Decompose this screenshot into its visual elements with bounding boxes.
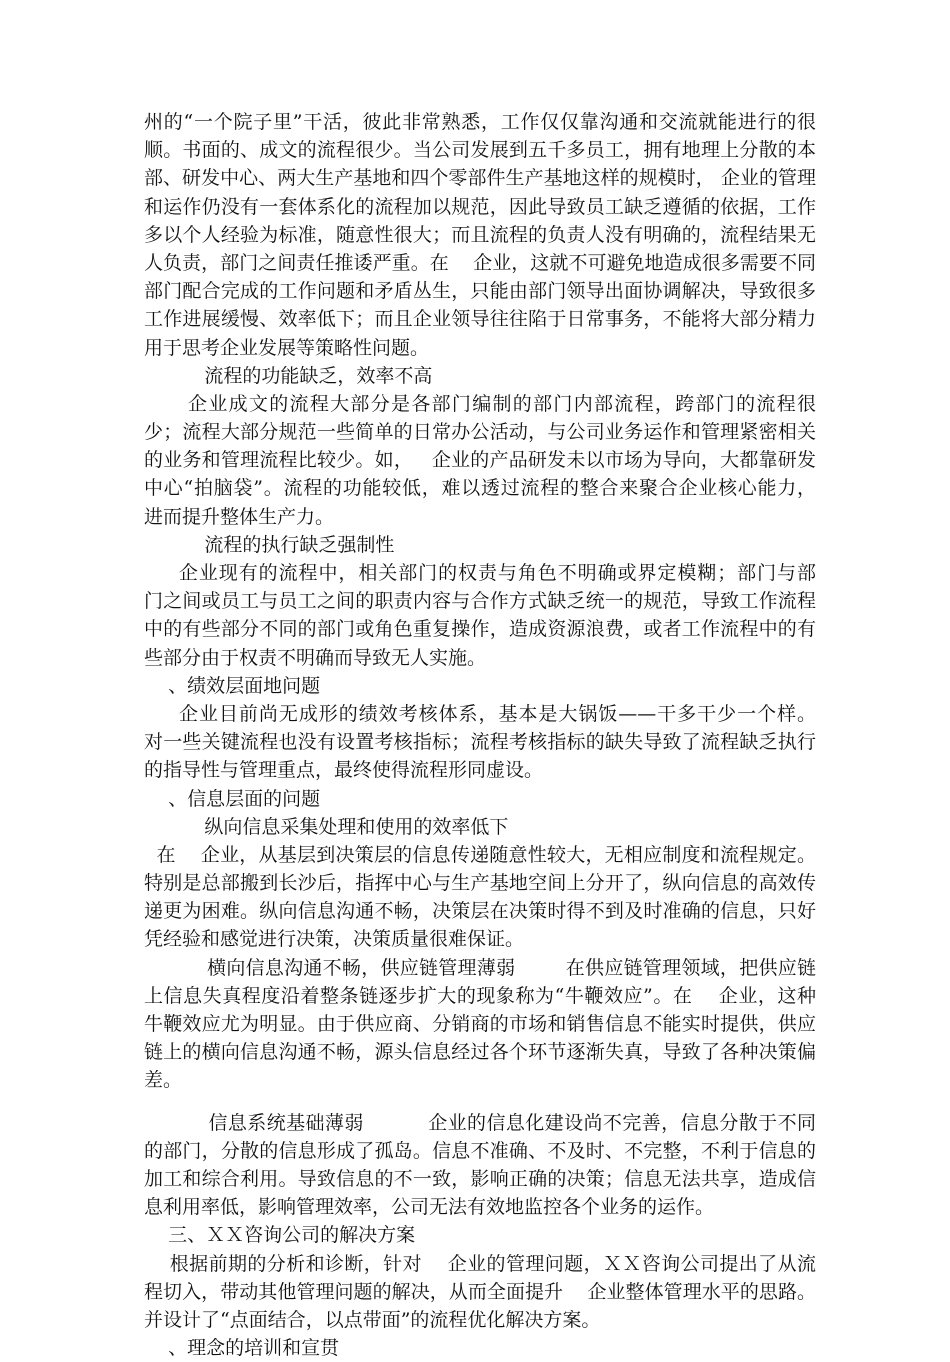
document-body [144,108,816,1362]
text-line: 企业成文的流程大部分是各部门编制的部门内部流程，跨部门的流程很 [144,392,816,415]
section-heading [144,1221,816,1249]
text-line: 递更为困难。纵向信息沟通不畅，决策层在决策时得不到及时准确的信息，只好 [144,900,816,923]
text-line: 进而提升整体生产力。 [144,505,335,528]
text-line: 息利用率低，影响管理效率，公司无法有效地监控各个业务的运作。 [144,1196,715,1219]
text-line: 部、研发中心、两大生产基地和四个零部件生产基地这样的规模时， 企业的管理 [144,167,816,190]
text-line: 凭经验和感觉进行决策，决策质量很难保证。 [144,928,525,951]
text-line: 和运作仍没有一套体系化的流程加以规范，因此导致员工缺乏遵循的依据，工作 [144,195,816,218]
text-line: 并设计了“点面结合，以点带面”的流程优化解决方案。 [144,1308,601,1331]
text-line: 企业目前尚无成形的绩效考核体系，基本是大锅饭——干多干少一个样。 [144,702,816,725]
text-line: 人负责，部门之间责任推诿严重。在 企业，这就不可避免地造成很多需要不同 [144,251,816,274]
text-line: 差。 [144,1069,183,1092]
text-line: 牛鞭效应尤为明显。由于供应商、分销商的市场和销售信息不能实时提供，供应 [144,1013,816,1035]
text-line: 门之间或员工与员工之间的职责内容与合作方式缺乏统一的规范，导致工作流程 [144,590,816,613]
subheading-text: 流程的功能缺乏，效率不高 [144,364,433,387]
text-line: 些部分由于权责不明确而导致无人实施。 [144,646,487,669]
text-line: 企业现有的流程中，相关部门的权责与角色不明确或界定模糊；部门与部 [144,562,816,584]
text-line: 顺。书面的、成文的流程很少。当公司发展到五千多员工，拥有地理上分散的本 [144,139,816,162]
paragraph [144,841,816,954]
paragraph [144,1109,816,1222]
text-line: 中的有些部分不同的部门或角色重复操作，造成资源浪费，或者工作流程中的有 [144,618,816,641]
text-line: 部门配合完成的工作问题和矛盾丛生，只能由部门领导出面协调解决，导致很多 [144,280,816,303]
subheading [144,813,816,841]
section-heading-text: 、信息层面的问题 [144,787,321,810]
paragraph [144,559,816,672]
text-line: 在 企业，从基层到决策层的信息传递随意性较大，无相应制度和流程规定。 [144,843,816,866]
section-heading [144,785,816,813]
text-line: 工作进展缓慢、效率低下；而且企业领导往往陷于日常事务，不能将大部分精力 [144,308,816,331]
text-line: 的业务和管理流程比较少。如， 企业的产品研发未以市场为导向，大都靠研发 [144,449,816,472]
section-heading-text: 、绩效层面地问题 [144,674,321,697]
text-line: 的部门，分散的信息形成了孤岛。信息不准确、不及时、不完整，不利于信息的 [144,1139,816,1162]
text-line: 的指导性与管理重点，最终使得流程形同虚设。 [144,759,544,782]
paragraph [144,108,816,362]
paragraph [144,700,816,785]
text-line: 用于思考企业发展等策略性问题。 [144,336,430,359]
text-line: 信息系统基础薄弱 企业的信息化建设尚不完善，信息分散于不同 [144,1111,816,1134]
paragraph [144,1250,816,1335]
text-line: 链上的横向信息沟通不畅，源头信息经过各个环节逐渐失真，导致了各种决策偏 [144,1041,816,1064]
text-line: 加工和综合利用。导致信息的不一致，影响正确的决策；信息无法共享，造成信 [144,1167,816,1190]
subheading-text: 流程的执行缺乏强制性 [144,533,395,556]
text-line: 多以个人经验为标准，随意性很大；而且流程的负责人没有明确的，流程结果无 [144,223,816,246]
text-line: 少；流程大部分规范一些简单的日常办公活动，与公司业务运作和管理紧密相关 [144,421,816,444]
subheading-text: 纵向信息采集处理和使用的效率低下 [144,815,509,838]
subheading [144,531,816,559]
paragraph [144,954,816,1095]
section-heading-text: 、理念的培训和宣贯 [144,1337,340,1360]
section-heading [144,672,816,700]
text-line: 中心“拍脑袋”。流程的功能较低，难以透过流程的整合来聚合企业核心能力， [144,477,816,500]
text-line: 上信息失真程度沿着整条链逐步扩大的现象称为“牛鞭效应”。在 企业，这种 [144,984,816,1007]
paragraph [144,390,816,531]
text-line: 根据前期的分析和诊断，针对 企业的管理问题，ＸＸ咨询公司提出了从流 [144,1252,816,1275]
subheading [144,362,816,390]
text-line: 程切入，带动其他管理问题的解决，从而全面提升 企业整体管理水平的思路。 [144,1280,816,1303]
text-line: 对一些关键流程也没有设置考核指标；流程考核指标的缺失导致了流程缺乏执行 [144,731,816,754]
text-line: 州的“一个院子里”干活，彼此非常熟悉，工作仅仅靠沟通和交流就能进行的很 [144,111,816,133]
text-line: 横向信息沟通不畅，供应链管理薄弱 在供应链管理领域，把供应链 [144,956,816,979]
section-heading-text: 三、ＸＸ咨询公司的解决方案 [144,1224,416,1247]
section-heading [144,1334,816,1362]
text-line: 特别是总部搬到长沙后，指挥中心与生产基地空间上分开了，纵向信息的高效传 [144,872,816,895]
